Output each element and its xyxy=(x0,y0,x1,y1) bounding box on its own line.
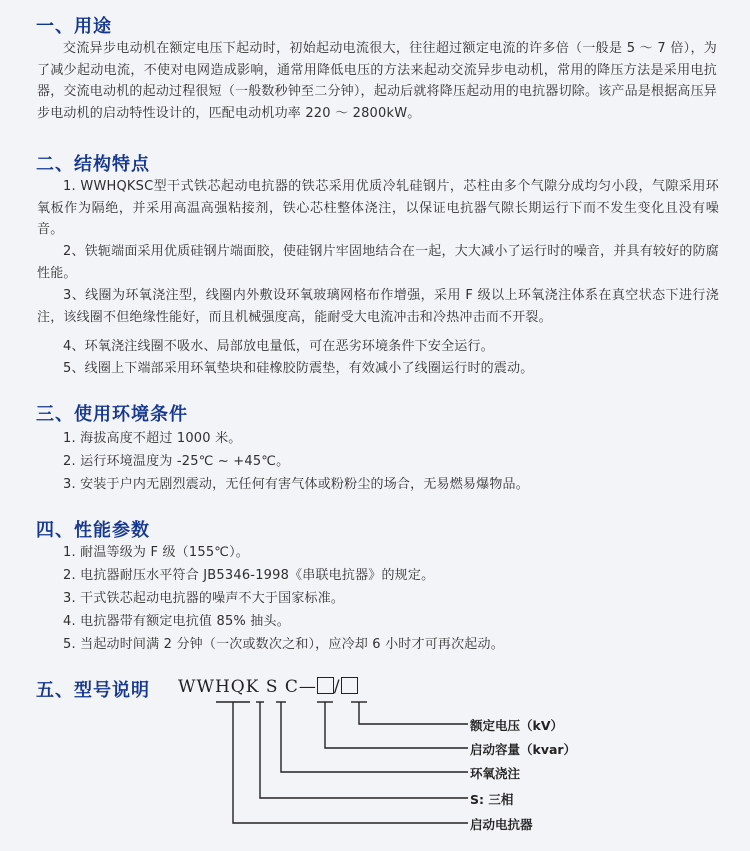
model-code-s: S xyxy=(265,677,279,697)
legend-epoxy-cast: 环氧浇注 xyxy=(470,766,521,781)
performance-item-5: 5. 当起动时间满 2 分钟（一次或数次之和），应冷却 6 小时才可再次起动。 xyxy=(63,637,504,652)
section-5-title: 五、型号说明 xyxy=(36,680,150,701)
environment-item-2: 2. 运行环境温度为 -25℃ ~ +45℃。 xyxy=(63,454,290,469)
model-code-dash: — xyxy=(298,677,317,697)
performance-item-2: 2. 电抗器耐压水平符合 JB5346-1998《串联电抗器》的规定。 xyxy=(63,568,435,583)
section-2-title: 二、结构特点 xyxy=(36,154,150,175)
structure-item-4: 4、环氧浇注线圈不吸水、局部放电量低，可在恶劣环境条件下安全运行。 xyxy=(63,339,494,354)
model-code-prefix: WWHQK xyxy=(178,677,260,697)
structure-item-3: 3、线圈为环氧浇注型，线圈内外敷设环氧玻璃网格布作增强，采用 F 级以上环氧浇注体系在真空状态下进行浇注，该线圈不但绝缘性能好，而且机械强度高，能耐受大电流冲击和冷热冲击而不开裂。 xyxy=(37,288,719,325)
environment-item-1: 1. 海拔高度不超过 1000 米。 xyxy=(63,431,242,446)
environment-item-3: 3. 安装于户内无剧烈震动，无任何有害气体或粉粉尘的场合，无易燃易爆物品。 xyxy=(63,477,529,492)
structure-item-1: 1. WWHQKSC型干式铁芯起动电抗器的铁芯采用优质冷轧硅钢片，芯柱由多个气隙分成均匀小段，气隙采用环氧板作为隔绝，并采用高温高强粘接剂，铁心芯柱整体浇注，以保证电抗器气隙长期运行下而不发生变化且没有噪音。 xyxy=(37,179,719,237)
section-1-text: 交流异步电动机在额定电压下起动时，初始起动电流很大，往往超过额定电流的许多倍（一般是 5 ～ 7 倍），为了减少起动电流，不使对电网造成影响，通常用降低电压的方法来起动交流异步电动机，常用的降压方法是采用电抗器，交流电动机的起动过程很短（一般数秒钟至二分钟），起动后就将降压起动用的电抗器切除。该产品是根据高压异步电动机的启动特性设计的，匹配电动机功率 220 ～ 2800kW。 xyxy=(37,41,718,121)
legend-rated-voltage: 额定电压（kV） xyxy=(470,718,563,733)
model-code-c: C xyxy=(284,677,299,697)
section-3-title: 三、使用环境条件 xyxy=(36,404,188,425)
performance-item-1: 1. 耐温等级为 F 级（155℃）。 xyxy=(63,545,249,560)
section-4-title: 四、性能参数 xyxy=(36,520,150,541)
section-1-title: 一、用途 xyxy=(36,16,112,37)
model-code-slash: / xyxy=(333,677,341,697)
legend-three-phase: S: 三相 xyxy=(470,792,514,807)
performance-item-4: 4. 电抗器带有额定电抗值 85% 抽头。 xyxy=(63,614,290,629)
structure-item-2: 2、铁轭端面采用优质硅钢片端面胶，使硅钢片牢固地结合在一起，大大减小了运行时的噪音，并具有较好的防腐性能。 xyxy=(37,244,719,281)
structure-item-5: 5、线圈上下端部采用环氧垫块和硅橡胶防震垫，有效减小了线圈运行时的震动。 xyxy=(63,361,534,376)
performance-item-3: 3. 干式铁芯起动电抗器的噪声不大于国家标准。 xyxy=(63,591,345,606)
legend-start-reactor: 启动电抗器 xyxy=(470,817,533,832)
legend-start-capacity: 启动容量（kvar） xyxy=(470,742,577,757)
